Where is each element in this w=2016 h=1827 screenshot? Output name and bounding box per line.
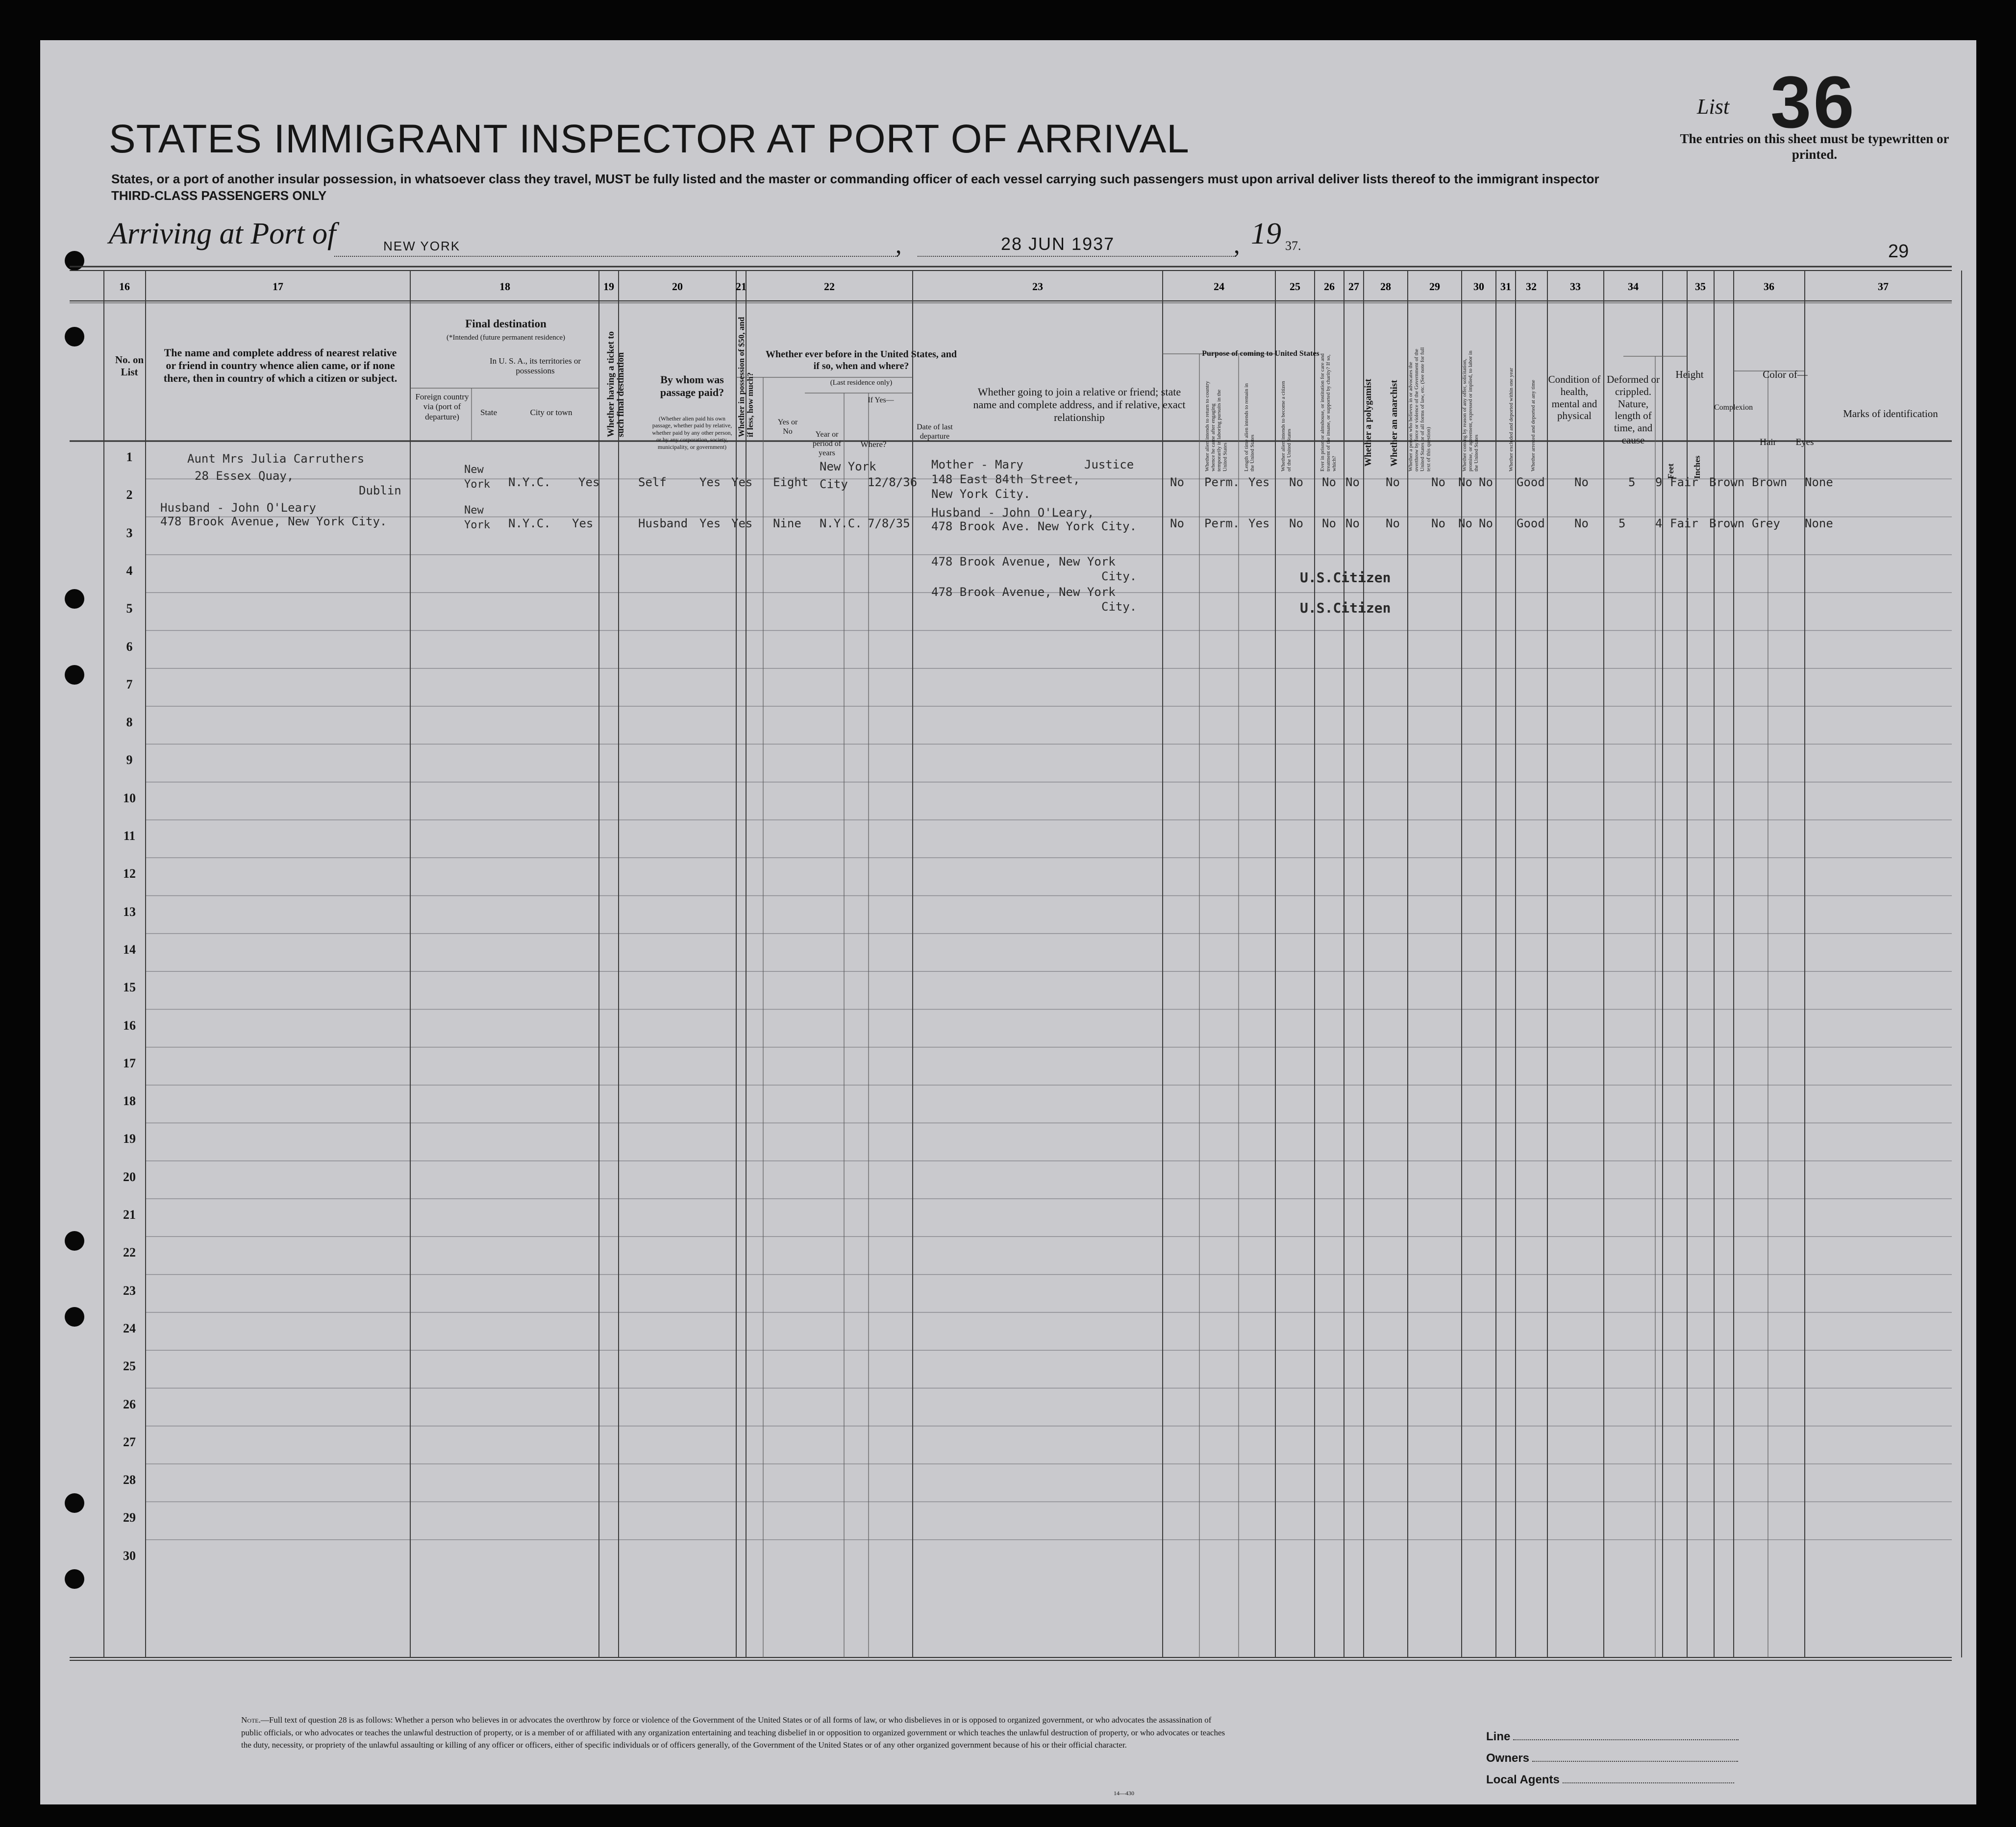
agents-label: Local Agents [1486, 1773, 1560, 1786]
citizen: Yes [1248, 475, 1270, 489]
column-number: 34 [1628, 280, 1639, 293]
column-number: 30 [1473, 280, 1484, 293]
col18-title: Final destination [465, 318, 547, 330]
complexion: Fair [1670, 517, 1698, 530]
overthrow: No [1386, 475, 1400, 489]
column-number: 27 [1348, 280, 1359, 293]
row-number: 24 [123, 1321, 136, 1335]
row-number: 19 [123, 1132, 136, 1146]
height-inches: 4 [1655, 517, 1663, 530]
money: Yes [699, 475, 721, 489]
health: Good [1517, 517, 1545, 530]
column-number: 37 [1878, 280, 1889, 293]
column-number: 20 [672, 280, 683, 293]
col29-heading: Whether coming by reason of any offer, solicitation, promise, or agreement, expressed or implied, to labor in the United States [1462, 350, 1480, 471]
deformed: No [1574, 475, 1589, 489]
form-grid [40, 40, 1976, 1804]
where: N.Y.C. [820, 517, 862, 530]
owners-block [1486, 1726, 1739, 1791]
row-number: 14 [123, 942, 136, 957]
join-line2: City. [1101, 600, 1137, 614]
row-number: 9 [126, 753, 133, 767]
col24-a: Whether alien intends to return to country whence he came after engaging temporarily in laboring pursuits in the United States [1204, 381, 1228, 471]
relative-line3: Dublin [359, 484, 401, 497]
prison: No [1289, 475, 1303, 489]
column-number: 18 [499, 280, 510, 293]
labor: No [1431, 475, 1445, 489]
row-number: 16 [123, 1018, 136, 1033]
deported: No [1479, 475, 1493, 489]
return: No [1170, 517, 1184, 530]
column-number: 29 [1429, 280, 1440, 293]
prison: No [1289, 517, 1303, 530]
col36-eyes: Eyes [1795, 437, 1814, 447]
dest-city: N.Y.C. [508, 475, 551, 489]
deformed: No [1574, 517, 1589, 530]
row-number: 20 [123, 1169, 136, 1184]
port-name: NEW YORK [383, 239, 461, 253]
before-in-us: Yes [731, 475, 753, 489]
col32-heading: Condition of health, mental and physical [1548, 373, 1601, 422]
row-number: 15 [123, 980, 136, 995]
col36-title: Color of— [1763, 369, 1808, 380]
row-number: 3 [126, 525, 133, 540]
col18-city: City or town [530, 408, 572, 417]
owners-label: Owners [1486, 1752, 1530, 1765]
departure: 7/8/35 [868, 517, 910, 530]
col24-b: Length of time alien intends to remain in the United States [1244, 383, 1256, 471]
before-in-us: Yes [731, 517, 753, 530]
row-number: 26 [123, 1397, 136, 1411]
col25-heading: Ever in prison or almshouse, or institution for care and treatment of the insane, or supported by charity? If so, which? [1319, 353, 1338, 471]
row-number: 30 [123, 1548, 136, 1563]
join-line1: 478 Brook Avenue, New York [931, 555, 1116, 568]
paid-by: Husband [638, 517, 688, 530]
column-number: 28 [1380, 280, 1391, 293]
row-number: 8 [126, 715, 133, 730]
col27-heading: Whether an anarchist [1389, 380, 1399, 467]
list-number: 36 [1770, 61, 1856, 143]
row-number: 2 [126, 488, 133, 502]
row-number: 4 [126, 563, 133, 578]
join-line1: Mother - Mary [931, 458, 1023, 471]
instructions: States, or a port of another insular possession, in whatsoever class they travel, MUST be fully listed and the master or commanding officer of each vessel carrying such passengers must upon arrival deliver lists thereof to the immigrant inspector [111, 172, 1599, 186]
row-number: 17 [123, 1056, 136, 1070]
polygamist: No [1322, 517, 1336, 530]
dest-state: New York [464, 504, 490, 531]
col22-title: Whether ever before in the United States, and if so, when and where? [766, 349, 957, 371]
footnote [241, 1714, 1231, 1752]
join-line1: Husband - John O'Leary, [931, 506, 1095, 519]
departure: 12/8/36 [868, 475, 918, 489]
year-prefix: 19 [1251, 217, 1281, 250]
join-line2: City. [1101, 569, 1137, 583]
polygamist: No [1322, 475, 1336, 489]
deported: No [1479, 517, 1493, 530]
col18-usa: In U. S. A., its territories or possessions [489, 356, 581, 376]
column-number: 19 [603, 280, 614, 293]
row-number: 6 [126, 639, 133, 654]
column-number: 26 [1324, 280, 1335, 293]
owners-field [1486, 1748, 1739, 1769]
height-inches: 9 [1655, 475, 1663, 489]
money: Yes [699, 517, 721, 530]
col26-heading: Whether a polygamist [1363, 378, 1373, 467]
col31-heading: Whether arrested and deported at any time [1530, 380, 1536, 471]
col18-sub: (*Intended (future permanent residence) [447, 334, 565, 342]
column-number: 23 [1032, 280, 1043, 293]
excluded: No [1458, 475, 1472, 489]
height-feet: 5 [1618, 517, 1626, 530]
dest-city: N.Y.C. [508, 517, 551, 530]
row-number: 23 [123, 1283, 136, 1298]
join-line3: New York City. [931, 487, 1031, 501]
page-number: 29 [1888, 241, 1909, 262]
ticket: Yes [572, 517, 594, 530]
comma: , [1234, 231, 1240, 258]
join-line1b: Justice [1084, 458, 1134, 471]
manifest-sheet [40, 40, 1976, 1804]
labor: No [1431, 517, 1445, 530]
length: Perm. [1204, 475, 1240, 489]
entries-note: The entries on this sheet must be typewritten or printed. [1680, 131, 1949, 162]
col23-heading: Whether going to join a relative or friend; state name and complete address, and if relative, exact relationship [973, 386, 1186, 423]
hair: Brown [1709, 475, 1745, 489]
overthrow: No [1386, 517, 1400, 530]
citizen-status: U.S.Citizen [1300, 600, 1391, 616]
col37-heading: Marks of identification [1843, 408, 1938, 420]
row-number: 12 [123, 866, 136, 881]
col24-c: Whether alien intends to become a citizen of the United States [1280, 381, 1293, 471]
row-number: 25 [123, 1359, 136, 1374]
column-number: 17 [273, 280, 283, 293]
join-line1: 478 Brook Avenue, New York [931, 585, 1116, 599]
row-number: 7 [126, 677, 133, 691]
where: New York City [820, 460, 876, 491]
return: No [1170, 475, 1184, 489]
column-number: 35 [1695, 280, 1706, 293]
column-number: 21 [736, 280, 747, 293]
col18-state: State [480, 408, 497, 417]
period: Nine [773, 517, 801, 530]
col22-yesno: Yes or No [777, 418, 798, 436]
arriving-label: Arriving at Port of [109, 217, 336, 250]
col34-feet: Feet [1666, 463, 1675, 479]
row-number: 5 [126, 601, 133, 616]
height-feet: 5 [1628, 475, 1636, 489]
row-number: 13 [123, 904, 136, 919]
col22-period: Year or period of years [812, 430, 842, 458]
note-label: Note.— [241, 1715, 269, 1725]
join-line2: 148 East 84th Street, [931, 472, 1080, 486]
eyes: Brown [1752, 475, 1788, 489]
column-number: 16 [119, 280, 130, 293]
marks: None [1805, 475, 1833, 489]
column-number: 22 [824, 280, 835, 293]
column-number: 33 [1570, 280, 1581, 293]
date-stamp: 28 JUN 1937 [1001, 234, 1115, 254]
col34-title: Height [1675, 369, 1704, 380]
dest-state: New York [464, 464, 490, 491]
col17-heading: The name and complete address of nearest relative or friend in country whence alien came, or if none there, then in country of which a citizen or subject. [163, 346, 398, 384]
column-number: 32 [1526, 280, 1537, 293]
line-field [1486, 1726, 1739, 1748]
ticket: Yes [578, 475, 600, 489]
row-number: 11 [123, 829, 136, 843]
col33-heading: Deformed or crippled. Nature, length of time, and cause [1607, 373, 1660, 446]
col36-hair: Hair [1760, 437, 1776, 447]
row-number: 21 [123, 1208, 136, 1222]
join-line2: 478 Brook Ave. New York City. [931, 519, 1137, 533]
col28-heading: Whether a person who believes in or advocates the overthrow by force or violence of the Government of the United States or of all forms of law, etc. (See note for full text of this question) [1408, 347, 1432, 471]
row-number: 18 [123, 1094, 136, 1109]
excluded: No [1458, 517, 1472, 530]
complexion: Fair [1670, 475, 1698, 489]
paid-by: Self [638, 475, 667, 489]
col21-heading: Whether in possession of $50, and if less, how much? [737, 317, 755, 437]
col22-ifyes: If Yes— [868, 396, 894, 404]
year-suffix: 37. [1285, 239, 1301, 253]
form-code: 14—430 [1114, 1790, 1134, 1797]
row-number: 22 [123, 1245, 136, 1260]
comma: , [896, 231, 902, 258]
column-number: 36 [1764, 280, 1774, 293]
list-label: List [1697, 95, 1730, 119]
column-number: 31 [1500, 280, 1511, 293]
row-number: 1 [126, 450, 133, 464]
marks: None [1805, 517, 1833, 530]
col30-heading: Whether excluded and deported within one year [1508, 368, 1514, 471]
col18-foreign: Foreign country via (port of departure) [415, 392, 469, 421]
column-number: 24 [1214, 280, 1224, 293]
relative-line2: 478 Brook Avenue, New York City. [160, 515, 387, 528]
col22-date: Date of last departure [917, 423, 953, 441]
length: Perm. [1204, 517, 1240, 530]
col16-heading: No. on List [115, 354, 144, 378]
period: Eight [773, 475, 809, 489]
relative-line1: Aunt Mrs Julia Carruthers [187, 452, 365, 466]
column-number: 25 [1290, 280, 1300, 293]
row-number: 29 [123, 1510, 136, 1525]
page-title: STATES IMMIGRANT INSPECTOR AT PORT OF ARRIVAL [109, 117, 1190, 161]
anarchist: No [1345, 517, 1360, 530]
health: Good [1517, 475, 1545, 489]
row-number: 28 [123, 1473, 136, 1487]
anarchist: No [1345, 475, 1360, 489]
col20-sub: (Whether alien paid his own passage, whether paid by relative, whether paid by any other person, or by any corporation, society, municipality, or government) [652, 415, 732, 450]
agents-field [1486, 1769, 1739, 1791]
row-number: 10 [123, 790, 136, 805]
relative-line2: 28 Essex Quay, [195, 469, 294, 483]
citizen: Yes [1248, 517, 1270, 530]
col20-title: By whom was passage paid? [660, 373, 724, 398]
col35-heading: Complexion [1714, 403, 1753, 412]
col24-title: Purpose of coming to United States [1202, 349, 1319, 358]
col19-heading: Whether having a ticket to such final destination [606, 331, 626, 437]
col34-inches: Inches [1692, 455, 1702, 479]
hair: Brown [1709, 517, 1745, 530]
col22-sub: (Last residence only) [830, 379, 893, 387]
row-number: 27 [123, 1434, 136, 1449]
col22-where: Where? [860, 440, 887, 449]
class-note: THIRD-CLASS PASSENGERS ONLY [111, 188, 327, 203]
relative-line1: Husband - John O'Leary [160, 501, 316, 515]
line-label: Line [1486, 1730, 1511, 1743]
note-text: Full text of question 28 is as follows: Whether a person who believes in or advocates the overthrow by force or violence of the Government of the United States or of all forms of law, or who disbelieves in or is opposed to organized government, or who advocates the assassination of public officials, or who advocates or teaches the unlawful destruction of property, or is a member of or affiliated with any organization entertaining and teaching disbelief in or opposition to organized government or which teaches the unlawful destruction of property, or who advocates or teaches the duty, necessity, or propriety of the unlawful assaulting or killing of any officer or officers, either of specific individuals or of officers generally, of the Government of the United States or of any other organized government because of his or their official character. [241, 1715, 1225, 1750]
citizen-status: U.S.Citizen [1300, 569, 1391, 586]
eyes: Grey [1752, 517, 1780, 530]
